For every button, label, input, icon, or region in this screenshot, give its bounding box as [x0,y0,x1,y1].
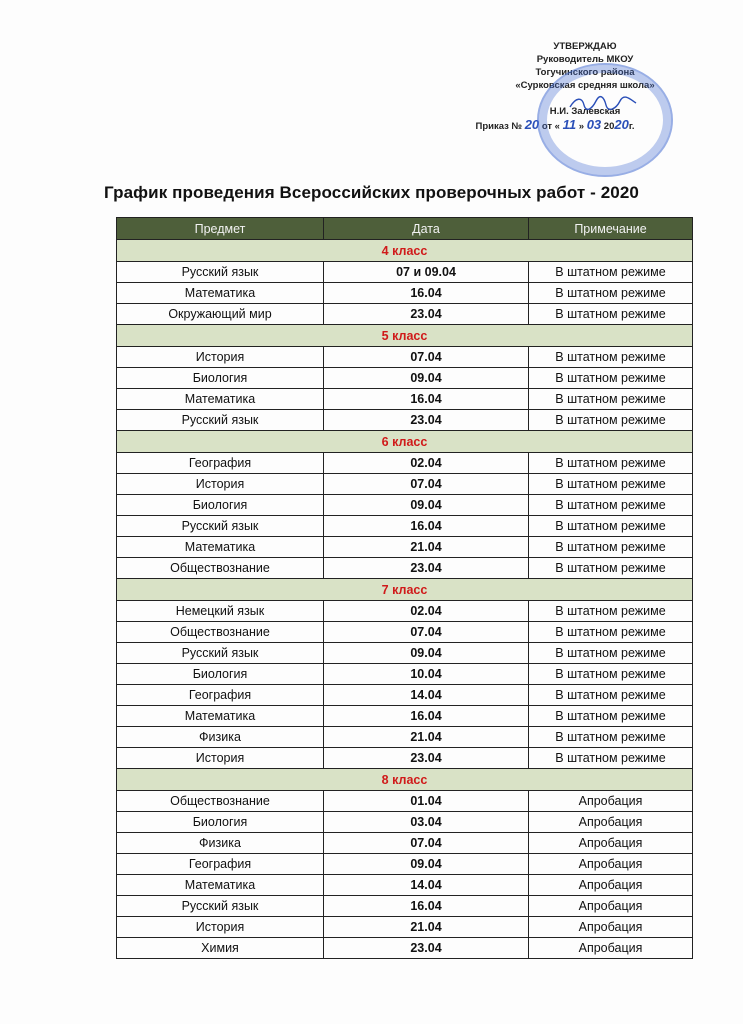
date-cell: 07 и 09.04 [324,262,529,283]
approval-district: Тогучинского района [535,67,635,78]
table-row [117,727,693,748]
table-row [117,896,693,917]
date-cell: 21.04 [324,727,529,748]
date-cell: 23.04 [324,304,529,325]
note-cell: Апробация [529,812,693,833]
table-row [117,685,693,706]
date-cell: 01.04 [324,791,529,812]
note-cell: В штатном режиме [529,706,693,727]
class-group-label: 8 класс [117,769,693,791]
table-row [117,622,693,643]
approval-heading: УТВЕРЖДАЮ [553,41,617,52]
note-cell: В штатном режиме [529,262,693,283]
class-group-row [117,579,693,601]
subject-cell: Обществознание [117,558,324,579]
approval-block [470,40,700,133]
approval-school: «Сурковская средняя школа» [515,80,655,91]
table-row [117,389,693,410]
subject-cell: История [117,474,324,495]
table-row [117,283,693,304]
date-cell: 02.04 [324,601,529,622]
schedule-table [116,217,693,959]
subject-cell: Математика [117,389,324,410]
subject-cell: История [117,917,324,938]
note-cell: В штатном режиме [529,601,693,622]
note-cell: В штатном режиме [529,347,693,368]
note-cell: В штатном режиме [529,474,693,495]
note-cell: В штатном режиме [529,516,693,537]
table-row [117,875,693,896]
date-cell: 16.04 [324,516,529,537]
approval-position: Руководитель МКОУ [536,54,634,65]
date-cell: 16.04 [324,283,529,304]
table-row [117,474,693,495]
approval-signer-name: Н.И. Залевская [549,106,621,117]
table-row [117,453,693,474]
order-number: 20 [524,117,540,132]
subject-cell: География [117,854,324,875]
note-cell: В штатном режиме [529,453,693,474]
subject-cell: История [117,748,324,769]
header-date: Дата [324,218,529,240]
table-row [117,601,693,622]
table-row [117,664,693,685]
subject-cell: Физика [117,833,324,854]
subject-cell: Биология [117,368,324,389]
date-cell: 14.04 [324,685,529,706]
header-subject: Предмет [117,218,324,240]
note-cell: В штатном режиме [529,304,693,325]
subject-cell: Русский язык [117,516,324,537]
subject-cell: Математика [117,706,324,727]
subject-cell: Биология [117,812,324,833]
date-cell: 07.04 [324,833,529,854]
table-row [117,516,693,537]
note-cell: В штатном режиме [529,410,693,431]
subject-cell: Русский язык [117,896,324,917]
subject-cell: Русский язык [117,410,324,431]
date-cell: 09.04 [324,643,529,664]
note-cell: Апробация [529,896,693,917]
date-cell: 23.04 [324,558,529,579]
subject-cell: История [117,347,324,368]
subject-cell: Математика [117,283,324,304]
date-cell: 07.04 [324,347,529,368]
date-cell: 23.04 [324,748,529,769]
date-cell: 16.04 [324,389,529,410]
date-cell: 21.04 [324,537,529,558]
date-cell: 03.04 [324,812,529,833]
class-group-label: 4 класс [117,240,693,262]
date-cell: 02.04 [324,453,529,474]
date-cell: 16.04 [324,706,529,727]
note-cell: В штатном режиме [529,283,693,304]
note-cell: В штатном режиме [529,664,693,685]
subject-cell: Русский язык [117,262,324,283]
table-row [117,791,693,812]
subject-cell: Обществознание [117,622,324,643]
subject-cell: Физика [117,727,324,748]
table-row [117,495,693,516]
date-cell: 09.04 [324,854,529,875]
class-group-row [117,240,693,262]
header-note: Примечание [529,218,693,240]
table-row [117,537,693,558]
subject-cell: Русский язык [117,643,324,664]
note-cell: Апробация [529,875,693,896]
subject-cell: География [117,685,324,706]
date-cell: 16.04 [324,896,529,917]
note-cell: Апробация [529,917,693,938]
subject-cell: География [117,453,324,474]
table-row [117,410,693,431]
table-row [117,854,693,875]
approval-order-line: Приказ № 20 от « 11 » 03 2020г. [475,117,635,132]
table-row [117,262,693,283]
subject-cell: Биология [117,495,324,516]
note-cell: Апробация [529,791,693,812]
date-cell: 07.04 [324,474,529,495]
table-header-row [117,218,693,240]
date-cell: 23.04 [324,938,529,959]
class-group-label: 5 класс [117,325,693,347]
table-row [117,833,693,854]
class-group-row [117,769,693,791]
note-cell: В штатном режиме [529,748,693,769]
order-day: 11 [562,117,577,132]
note-cell: В штатном режиме [529,389,693,410]
order-month: 03 [586,117,602,132]
date-cell: 23.04 [324,410,529,431]
table-row [117,812,693,833]
class-group-row [117,325,693,347]
table-row [117,558,693,579]
table-row [117,706,693,727]
subject-cell: Окружающий мир [117,304,324,325]
subject-cell: Математика [117,537,324,558]
date-cell: 10.04 [324,664,529,685]
subject-cell: Биология [117,664,324,685]
note-cell: В штатном режиме [529,368,693,389]
note-cell: Апробация [529,854,693,875]
note-cell: В штатном режиме [529,622,693,643]
subject-cell: Химия [117,938,324,959]
page-title: График проведения Всероссийских проверочных работ - 2020 [104,183,639,202]
note-cell: В штатном режиме [529,643,693,664]
table-row [117,304,693,325]
date-cell: 21.04 [324,917,529,938]
order-year: 20 [614,117,629,132]
note-cell: В штатном режиме [529,685,693,706]
note-cell: Апробация [529,938,693,959]
note-cell: В штатном режиме [529,495,693,516]
subject-cell: Немецкий язык [117,601,324,622]
signature [568,93,638,113]
note-cell: В штатном режиме [529,537,693,558]
class-group-label: 7 класс [117,579,693,601]
note-cell: В штатном режиме [529,727,693,748]
date-cell: 09.04 [324,368,529,389]
subject-cell: Обществознание [117,791,324,812]
date-cell: 09.04 [324,495,529,516]
table-row [117,938,693,959]
table-row [117,643,693,664]
subject-cell: Математика [117,875,324,896]
class-group-row [117,431,693,453]
table-row [117,917,693,938]
table-row [117,748,693,769]
date-cell: 07.04 [324,622,529,643]
table-row [117,368,693,389]
class-group-label: 6 класс [117,431,693,453]
note-cell: Апробация [529,833,693,854]
table-row [117,347,693,368]
note-cell: В штатном режиме [529,558,693,579]
date-cell: 14.04 [324,875,529,896]
